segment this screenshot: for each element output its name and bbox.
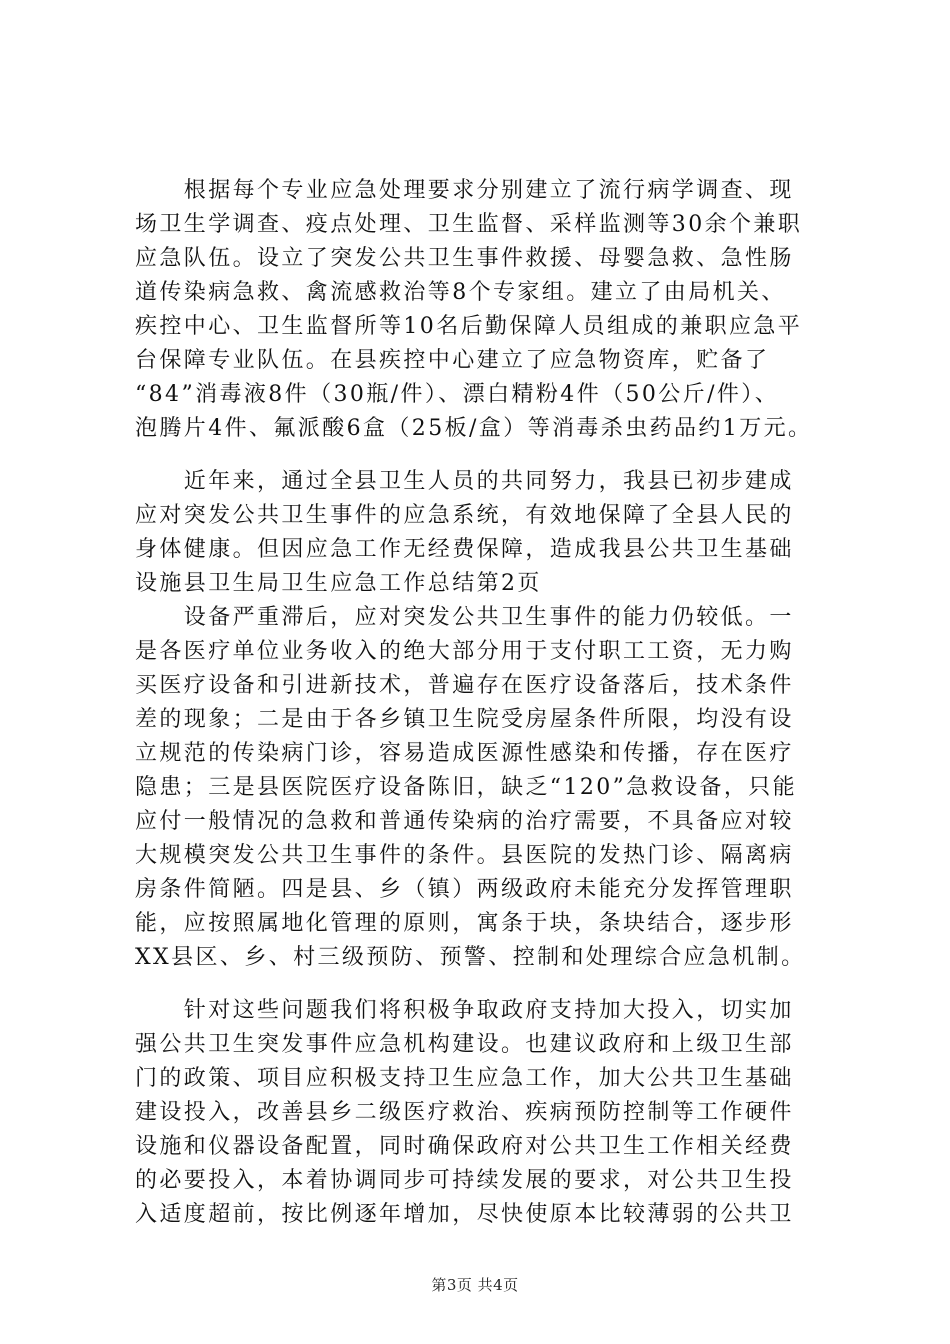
text-line: 根据每个专业应急处理要求分别建立了流行病学调查、现 xyxy=(135,178,794,203)
text-line: 应急队伍。设立了突发公共卫生事件救援、母婴急救、急性肠 xyxy=(135,246,794,271)
text-line: 台保障专业队伍。在县疾控中心建立了应急物资库，贮备了 xyxy=(135,348,770,373)
text-line: 强公共卫生突发事件应急机构建设。也建议政府和上级卫生部 xyxy=(135,1032,794,1057)
text-line: 买医疗设备和引进新技术，普遍存在医疗设备落后，技术条件 xyxy=(135,673,794,698)
text-line: 设施和仪器设备配置，同时确保政府对公共卫生工作相关经费 xyxy=(135,1134,794,1159)
text-line: 隐患；三是县医院医疗设备陈旧，缺乏“120”急救设备，只能 xyxy=(135,775,798,800)
text-line: 针对这些问题我们将积极争取政府支持加大投入，切实加 xyxy=(135,998,794,1023)
text-line: 建设投入，改善县乡二级医疗救治、疾病预防控制等工作硬件 xyxy=(135,1100,794,1125)
text-line: 疾控中心、卫生监督所等10名后勤保障人员组成的兼职应急平 xyxy=(135,314,803,339)
text-line: 设备严重滞后，应对突发公共卫生事件的能力仍较低。一 xyxy=(135,605,794,630)
text-line: 的必要投入，本着协调同步可持续发展的要求，对公共卫生投 xyxy=(135,1168,794,1193)
text-line: 泡腾片4件、氟派酸6盒（25板/盒）等消毒杀虫药品约1万元。 xyxy=(135,416,813,441)
text-line: 设施县卫生局卫生应急工作总结第2页 xyxy=(135,571,542,596)
text-line: XX县区、乡、村三级预防、预警、控制和处理综合应急机制。 xyxy=(135,945,806,970)
text-line: 立规范的传染病门诊，容易造成医源性感染和传播，存在医疗 xyxy=(135,741,794,766)
page-number: 第3页 共4页 xyxy=(431,1276,519,1294)
text-line: 应付一般情况的急救和普通传染病的治疗需要，不具备应对较 xyxy=(135,809,794,834)
text-line: 差的现象；二是由于各乡镇卫生院受房屋条件所限，均没有设 xyxy=(135,707,794,732)
text-line: 是各医疗单位业务收入的绝大部分用于支付职工工资，无力购 xyxy=(135,639,794,664)
text-line: 身体健康。但因应急工作无经费保障，造成我县公共卫生基础 xyxy=(135,537,794,562)
text-line: 能，应按照属地化管理的原则，寓条于块，条块结合，逐步形 xyxy=(135,911,794,936)
text-line: 大规模突发公共卫生事件的条件。县医院的发热门诊、隔离病 xyxy=(135,843,794,868)
text-line: 房条件简陋。四是县、乡（镇）两级政府未能充分发挥管理职 xyxy=(135,877,794,902)
text-line: 门的政策、项目应积极支持卫生应急工作，加大公共卫生基础 xyxy=(135,1066,794,1091)
text-line: 场卫生学调查、疫点处理、卫生监督、采样监测等30余个兼职 xyxy=(135,212,803,237)
text-line: 入适度超前，按比例逐年增加，尽快使原本比较薄弱的公共卫 xyxy=(135,1202,794,1227)
text-line: 道传染病急救、禽流感救治等8个专家组。建立了由局机关、 xyxy=(135,280,786,305)
text-line: “84”消毒液8件（30瓶/件）、漂白精粉4件（50公斤/件）、 xyxy=(135,382,780,407)
text-line: 应对突发公共卫生事件的应急系统，有效地保障了全县人民的 xyxy=(135,503,794,528)
text-line: 近年来，通过全县卫生人员的共同努力，我县已初步建成 xyxy=(135,469,794,494)
